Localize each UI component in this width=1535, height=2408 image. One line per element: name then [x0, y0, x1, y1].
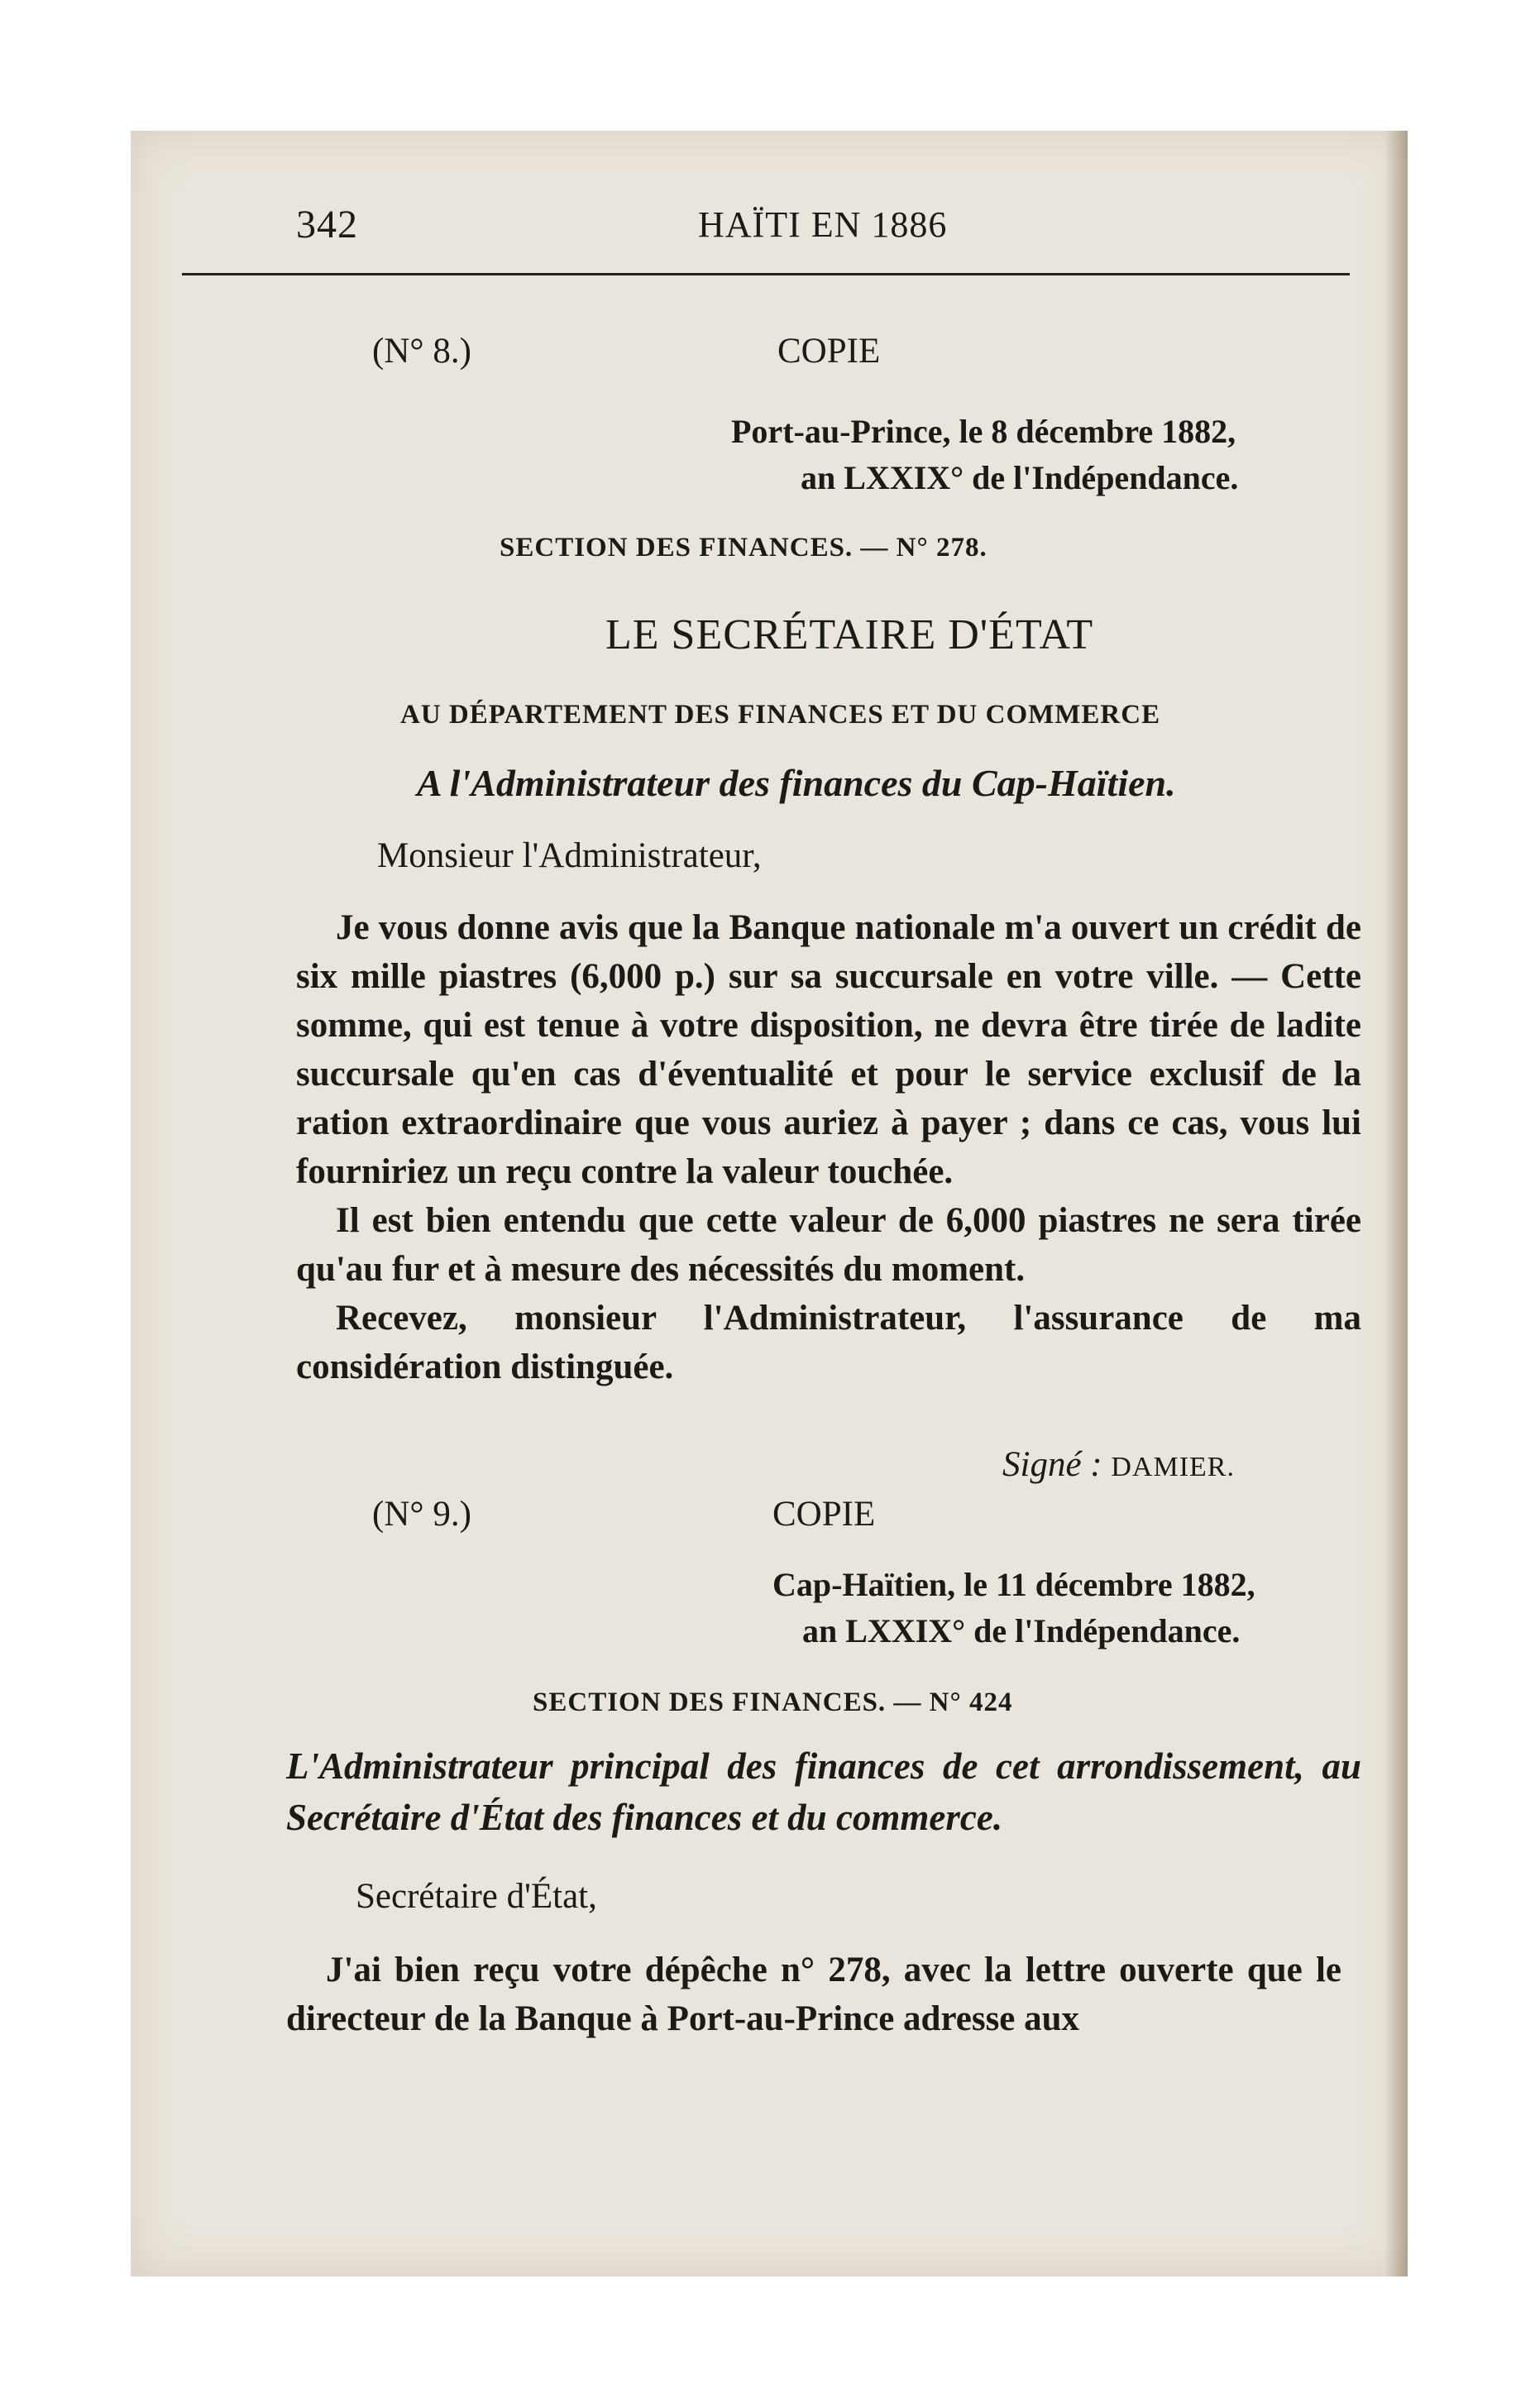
doc1-addressee: A l'Administrateur des finances du Cap-Haïtien.: [417, 762, 1176, 804]
doc2-title-block: [286, 1740, 1361, 1843]
doc1-paragraph-3: Recevez, monsieur l'Administrateur, l'assurance de ma considération distinguée.: [296, 1299, 1361, 1386]
doc2-copy-label: COPIE: [772, 1495, 876, 1534]
page-number: 342: [296, 203, 358, 247]
header-rule: [182, 273, 1350, 275]
doc1-heading: LE SECRÉTAIRE D'ÉTAT: [605, 611, 1094, 658]
page-edge-shadow: [1384, 131, 1408, 2276]
doc1-signature: [1002, 1444, 1235, 1485]
doc2-salutation: Secrétaire d'État,: [356, 1877, 597, 1916]
doc2-paragraph-1: J'ai bien reçu votre dépêche n° 278, avec la lettre ouverte que le directeur de la Banque à Port-au-Prince adresse aux: [286, 1951, 1341, 2038]
doc1-salutation: Monsieur l'Administrateur,: [377, 836, 762, 875]
doc1-paragraph-2: Il est bien entendu que cette valeur de 6,000 piastres ne sera tirée qu'au fur et à mesure des nécessités du moment.: [296, 1201, 1361, 1289]
doc2-body: [286, 1946, 1341, 2043]
running-title: HAÏTI EN 1886: [698, 204, 948, 245]
doc2-section: SECTION DES FINANCES. — N° 424: [533, 1688, 1013, 1717]
doc1-signed-label: Signé :: [1002, 1445, 1102, 1484]
doc1-number: (N° 8.): [372, 332, 471, 371]
doc2-date-line1: Cap-Haïtien, le 11 décembre 1882,: [772, 1566, 1255, 1603]
doc1-body: [296, 903, 1361, 1391]
doc2-title: L'Administrateur principal des finances de cet arrondissement, au Secrétaire d'État des finances et du commerce.: [286, 1745, 1361, 1838]
doc1-date-line2: an LXXIX° de l'Indépendance.: [801, 459, 1239, 496]
doc1-section: SECTION DES FINANCES. — N° 278.: [500, 533, 987, 563]
doc2-number: (N° 9.): [372, 1495, 471, 1534]
doc1-subheading: AU DÉPARTEMENT DES FINANCES ET DU COMMERCE: [400, 700, 1161, 730]
doc1-copy-label: COPIE: [777, 332, 881, 371]
doc2-date-line2: an LXXIX° de l'Indépendance.: [802, 1612, 1241, 1649]
doc1-paragraph-1: Je vous donne avis que la Banque nationale m'a ouvert un crédit de six mille piastres (6,000 p.) sur sa succursale en votre ville. — Cette somme, qui est tenue à votre disposition, ne devra être tirée de ladite succursale qu'en cas d'éventualité et pour le service exclusif de la ration extraordinaire que vous auriez à payer ; dans ce cas, vous lui fourniriez un reçu contre la valeur touchée.: [296, 908, 1361, 1191]
doc1-signed-name: DAMIER.: [1111, 1452, 1235, 1482]
doc1-date-line1: Port-au-Prince, le 8 décembre 1882,: [731, 413, 1236, 450]
